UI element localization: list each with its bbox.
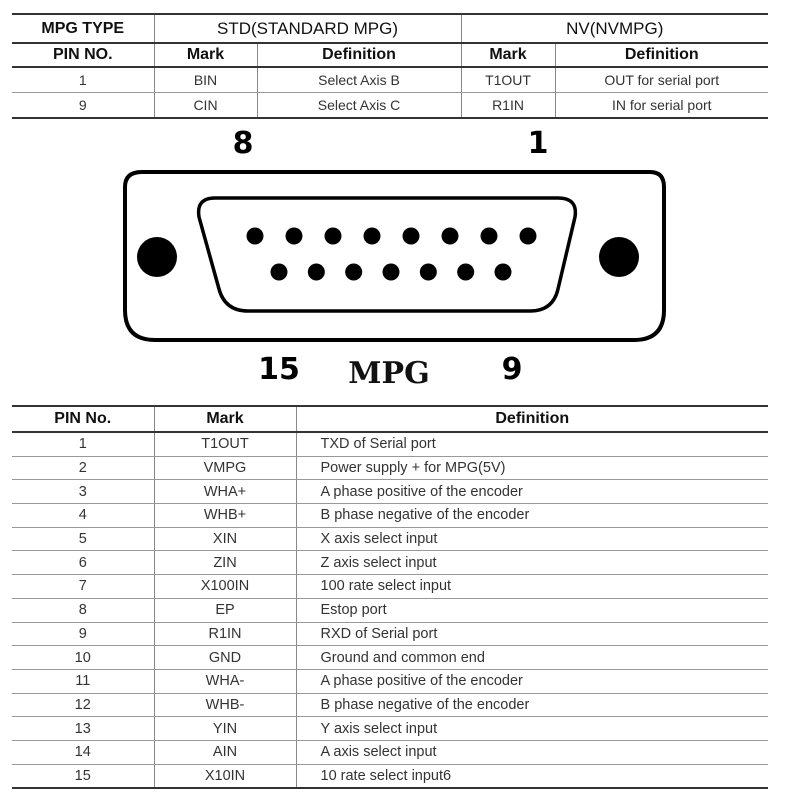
connector-pin [420, 264, 437, 281]
header-definition: Definition [296, 406, 768, 432]
pin-cell: 9 [12, 93, 154, 119]
mark-cell: WHB+ [154, 504, 296, 528]
mpg-title: MPG [348, 356, 430, 391]
pin-label-8: 8 [232, 126, 254, 161]
mark-cell: X10IN [154, 764, 296, 788]
pin-cell: 2 [12, 456, 154, 480]
mark-cell: WHA- [154, 669, 296, 693]
connector-pin [308, 264, 325, 281]
connector-pin [442, 228, 459, 245]
top-table-header-row [12, 43, 768, 67]
table-row [12, 527, 768, 551]
definition-cell: A axis select input [296, 740, 768, 764]
mark-cell: WHB- [154, 693, 296, 717]
pin-cell: 3 [12, 480, 154, 504]
pin-cell: 15 [12, 764, 154, 788]
table-row [12, 646, 768, 670]
pin-cell: 6 [12, 551, 154, 575]
header-pin-no: PIN NO. [12, 43, 154, 67]
connector-pin [457, 264, 474, 281]
mark-cell: GND [154, 646, 296, 670]
header-nv-definition: Definition [555, 43, 768, 67]
pin-cell: 11 [12, 669, 154, 693]
table-row [12, 575, 768, 599]
header-pin-no: PIN No. [12, 406, 154, 432]
pin-cell: 5 [12, 527, 154, 551]
db15-connector-diagram [0, 115, 787, 405]
table-row [12, 598, 768, 622]
std-mark-cell: CIN [154, 93, 257, 119]
top-pin-row [247, 228, 537, 245]
mark-cell: EP [154, 598, 296, 622]
connector-inner-d-shape [199, 198, 576, 311]
pin-label-1: 1 [527, 126, 549, 161]
left-mounting-hole [137, 237, 177, 277]
mark-cell: WHA+ [154, 480, 296, 504]
definition-cell: Y axis select input [296, 717, 768, 741]
definition-cell: A phase positive of the encoder [296, 480, 768, 504]
mark-cell: X100IN [154, 575, 296, 599]
definition-cell: TXD of Serial port [296, 432, 768, 456]
mark-cell: ZIN [154, 551, 296, 575]
definition-cell: Ground and common end [296, 646, 768, 670]
mark-cell: T1OUT [154, 432, 296, 456]
mark-cell: R1IN [154, 622, 296, 646]
header-mark: Mark [154, 406, 296, 432]
table-row [12, 504, 768, 528]
connector-pin [403, 228, 420, 245]
mpg-type-label: MPG TYPE [12, 14, 154, 43]
connector-pin [520, 228, 537, 245]
table-row [12, 551, 768, 575]
pin-table-header-row [12, 406, 768, 432]
definition-cell: B phase negative of the encoder [296, 504, 768, 528]
nv-definition-cell: OUT for serial port [555, 67, 768, 93]
mark-cell: VMPG [154, 456, 296, 480]
table-row [12, 740, 768, 764]
pin-cell: 4 [12, 504, 154, 528]
std-type-label: STD(STANDARD MPG) [154, 14, 461, 43]
table-row [12, 693, 768, 717]
pin-cell: 9 [12, 622, 154, 646]
std-definition-cell: Select Axis B [257, 67, 461, 93]
header-std-mark: Mark [154, 43, 257, 67]
pin-label-9: 9 [501, 352, 523, 387]
mark-cell: YIN [154, 717, 296, 741]
pin-cell: 1 [12, 432, 154, 456]
std-definition-cell: Select Axis C [257, 93, 461, 119]
pin-cell: 13 [12, 717, 154, 741]
pin-label-15: 15 [258, 352, 300, 387]
connector-pin [247, 228, 264, 245]
definition-cell: A phase positive of the encoder [296, 669, 768, 693]
table-row [12, 432, 768, 456]
nv-mark-cell: T1OUT [461, 67, 555, 93]
definition-cell: B phase negative of the encoder [296, 693, 768, 717]
table-row [12, 669, 768, 693]
nv-mark-cell: R1IN [461, 93, 555, 119]
mark-cell: XIN [154, 527, 296, 551]
connector-pin [325, 228, 342, 245]
connector-pin [481, 228, 498, 245]
definition-cell: X axis select input [296, 527, 768, 551]
mpg-type-table [12, 13, 768, 119]
std-mark-cell: BIN [154, 67, 257, 93]
connector-pin [495, 264, 512, 281]
table-row [12, 456, 768, 480]
pin-cell: 7 [12, 575, 154, 599]
header-std-definition: Definition [257, 43, 461, 67]
header-nv-mark: Mark [461, 43, 555, 67]
pin-cell: 10 [12, 646, 154, 670]
definition-cell: 100 rate select input [296, 575, 768, 599]
connector-pin [271, 264, 288, 281]
pin-cell: 12 [12, 693, 154, 717]
pin-definition-table [12, 405, 768, 789]
mpg-type-row [12, 14, 768, 43]
connector-pin [364, 228, 381, 245]
table-row [12, 480, 768, 504]
table-row [12, 717, 768, 741]
table-row [12, 67, 768, 93]
definition-cell: Z axis select input [296, 551, 768, 575]
pin-cell: 14 [12, 740, 154, 764]
nv-type-label: NV(NVMPG) [461, 14, 768, 43]
bottom-pin-row [271, 264, 512, 281]
right-mounting-hole [599, 237, 639, 277]
connector-pin [286, 228, 303, 245]
nv-definition-cell: IN for serial port [555, 93, 768, 119]
definition-cell: 10 rate select input6 [296, 764, 768, 788]
connector-pin [383, 264, 400, 281]
definition-cell: Estop port [296, 598, 768, 622]
pin-cell: 8 [12, 598, 154, 622]
table-row [12, 764, 768, 788]
mark-cell: AIN [154, 740, 296, 764]
pin-cell: 1 [12, 67, 154, 93]
connector-pin [345, 264, 362, 281]
table-row [12, 622, 768, 646]
definition-cell: Power supply + for MPG(5V) [296, 456, 768, 480]
definition-cell: RXD of Serial port [296, 622, 768, 646]
